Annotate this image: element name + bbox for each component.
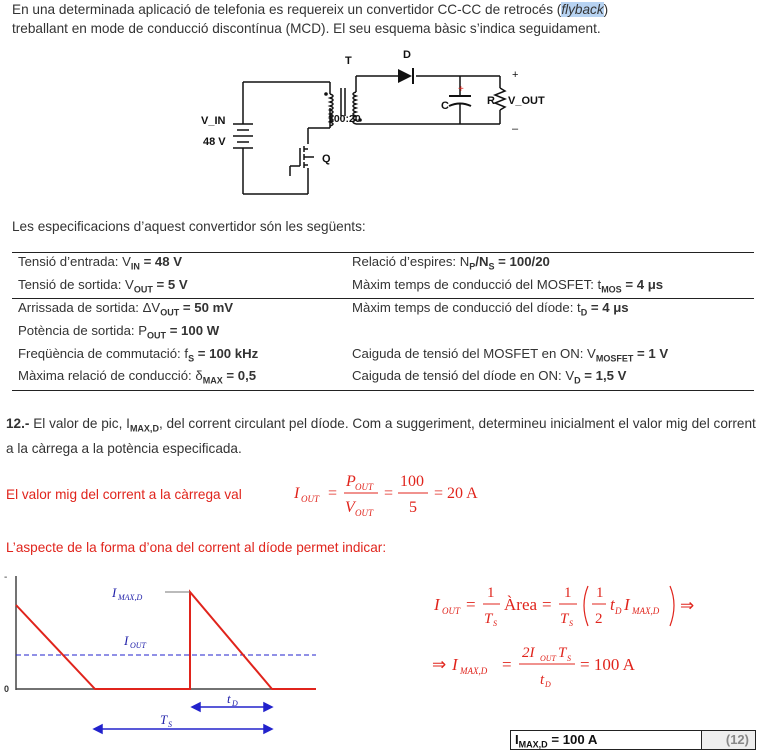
spec-table: [12, 252, 754, 391]
table-row: [12, 345, 754, 368]
svg-text:t: t: [540, 672, 545, 688]
intro-text-b: ): [603, 2, 609, 17]
svg-text:T: T: [484, 611, 493, 627]
diode-label: D: [403, 49, 411, 61]
svg-text:OUT: OUT: [355, 482, 374, 492]
svg-text:MAX,D: MAX,D: [460, 666, 488, 676]
iout-label: I: [124, 633, 129, 648]
svg-text:1: 1: [564, 585, 572, 601]
svg-text:=: =: [328, 485, 338, 502]
svg-text:MAX,D: MAX,D: [118, 593, 143, 602]
spec-cell: Màxim temps de conducció del MOSFET: $t_{MOS} = 4$ μs: [352, 276, 664, 295]
equation-area: [430, 580, 755, 640]
intro-text-c: treballant en mode de conducció discontínua (MCD). El seu esquema bàsic s’indica seguidament.: [12, 21, 601, 36]
svg-text:1: 1: [487, 585, 495, 601]
svg-text:⇒: ⇒: [432, 655, 447, 674]
diode-current-waveform: [0, 572, 330, 738]
intro-paragraph: [12, 0, 752, 38]
vout-plus: +: [512, 69, 519, 81]
svg-text:= 100 A: = 100 A: [580, 655, 635, 674]
flyback-schematic: [190, 44, 570, 202]
answer-value: $I_{MAX,D} = 100$ A: [511, 731, 702, 749]
svg-text:D: D: [545, 680, 551, 689]
spec-cell: Arrissada de sortida: $\Delta V_{OUT} = 50$ mV: [12, 299, 346, 322]
question-12: 12.- El valor de pic, $I_{MAX,D}$, del corrent circulant pel díode. Com a suggeriment, determineu inicialment el valor mig del corrent a la càrrega a la potència especificada.: [6, 416, 756, 456]
svg-text:=: =: [542, 595, 552, 614]
vout-minus: –: [512, 123, 519, 135]
svg-text:S: S: [567, 654, 571, 663]
svg-text:P: P: [346, 473, 356, 490]
svg-text:OUT: OUT: [442, 606, 461, 616]
svg-text:2: 2: [595, 611, 603, 627]
axis-tick: -: [4, 572, 8, 583]
svg-text:D: D: [232, 699, 238, 708]
spec-cell: Tensió d’entrada: $V_{IN} = 48$ V: [18, 254, 183, 272]
svg-text:I: I: [434, 595, 440, 614]
table-row: [12, 367, 754, 390]
specs-intro: Les especificacions d’aquest convertidor són les següents:: [12, 219, 366, 234]
svg-text:S: S: [493, 619, 497, 628]
svg-text:OUT: OUT: [301, 494, 320, 504]
intro-text-a: En una determinada aplicació de telefonia es requereix un convertidor CC-CC de retrocés (: [12, 2, 562, 17]
svg-text:I: I: [452, 655, 458, 674]
svg-text:= 20 A: = 20 A: [434, 485, 478, 502]
spec-cell: Freqüència de commutació: $f_S = 100$ kHz: [18, 345, 259, 364]
svg-text:V: V: [345, 499, 355, 516]
table-row: [12, 253, 754, 276]
svg-text:OUT: OUT: [355, 508, 374, 518]
turns-ratio-label: 100:20: [328, 113, 361, 125]
vin-value: 48 V: [203, 136, 226, 148]
svg-text:=: =: [502, 655, 512, 674]
svg-text:Àrea: Àrea: [504, 595, 538, 614]
spec-cell: [346, 322, 754, 345]
spec-cell: Màxim temps de conducció del díode: $t_D = 4$ μs: [346, 299, 754, 322]
svg-text:S: S: [569, 619, 573, 628]
equation-imax: [430, 640, 680, 700]
vin-label: V_IN: [201, 115, 226, 127]
svg-text:S: S: [168, 720, 172, 729]
axis-zero: 0: [4, 684, 10, 694]
spec-cell: Màxima relació de conducció: $\delta_{MAX} = 0,5$: [18, 368, 257, 386]
resistor-label: R: [487, 95, 495, 107]
svg-text:I: I: [294, 485, 300, 502]
svg-text:I: I: [624, 595, 630, 614]
spec-cell: Caiguda de tensió del MOSFET en ON: $V_{MOSFET} = 1$ V: [352, 345, 669, 364]
capacitor-label: C: [441, 100, 449, 112]
mean-current-sentence: El valor mig del corrent a la càrrega val: [6, 487, 242, 502]
svg-text:5: 5: [409, 499, 417, 516]
transformer-label: T: [345, 55, 352, 67]
svg-text:OUT: OUT: [130, 641, 147, 650]
answer-box: [510, 730, 756, 750]
capacitor-plus: +: [458, 84, 464, 95]
equation-iout: [290, 466, 520, 522]
current-trace: [16, 592, 316, 689]
spec-cell: Relació d’espires: $N_P/N_S = 100/20$: [352, 254, 550, 272]
svg-text:1: 1: [596, 585, 604, 601]
svg-text:T: T: [560, 611, 569, 627]
mosfet-label: Q: [322, 153, 331, 165]
vout-label: V_OUT: [508, 95, 545, 107]
svg-text:D: D: [615, 606, 622, 616]
question-number: 12.-: [6, 416, 30, 431]
flyback-highlight: flyback: [561, 2, 604, 17]
svg-text:2I: 2I: [522, 645, 535, 661]
svg-text:MAX,D: MAX,D: [632, 606, 660, 616]
table-row: [12, 299, 754, 322]
svg-text:=: =: [466, 595, 476, 614]
td-label: t: [227, 691, 231, 706]
svg-text:t: t: [610, 595, 615, 614]
svg-text:⇒: ⇒: [680, 596, 695, 615]
imax-label: I: [112, 585, 117, 600]
table-row: [12, 322, 754, 345]
spec-cell: Potència de sortida: $P_{OUT} = 100$ W: [18, 322, 220, 341]
svg-text:T: T: [558, 645, 567, 661]
spec-cell: Caiguda de tensió del díode en ON: $V_D = 1,5$ V: [352, 368, 627, 386]
ts-label: T: [160, 712, 168, 727]
table-row: [12, 276, 754, 299]
svg-text:OUT: OUT: [540, 654, 557, 663]
svg-text:=: =: [384, 485, 394, 502]
question-badge: (12): [702, 731, 755, 749]
waveform-sentence: L’aspecte de la forma d’ona del corrent al díode permet indicar:: [6, 540, 387, 555]
svg-text:100: 100: [400, 473, 424, 490]
spec-cell: Tensió de sortida: $V_{OUT} = 5$ V: [18, 276, 188, 295]
